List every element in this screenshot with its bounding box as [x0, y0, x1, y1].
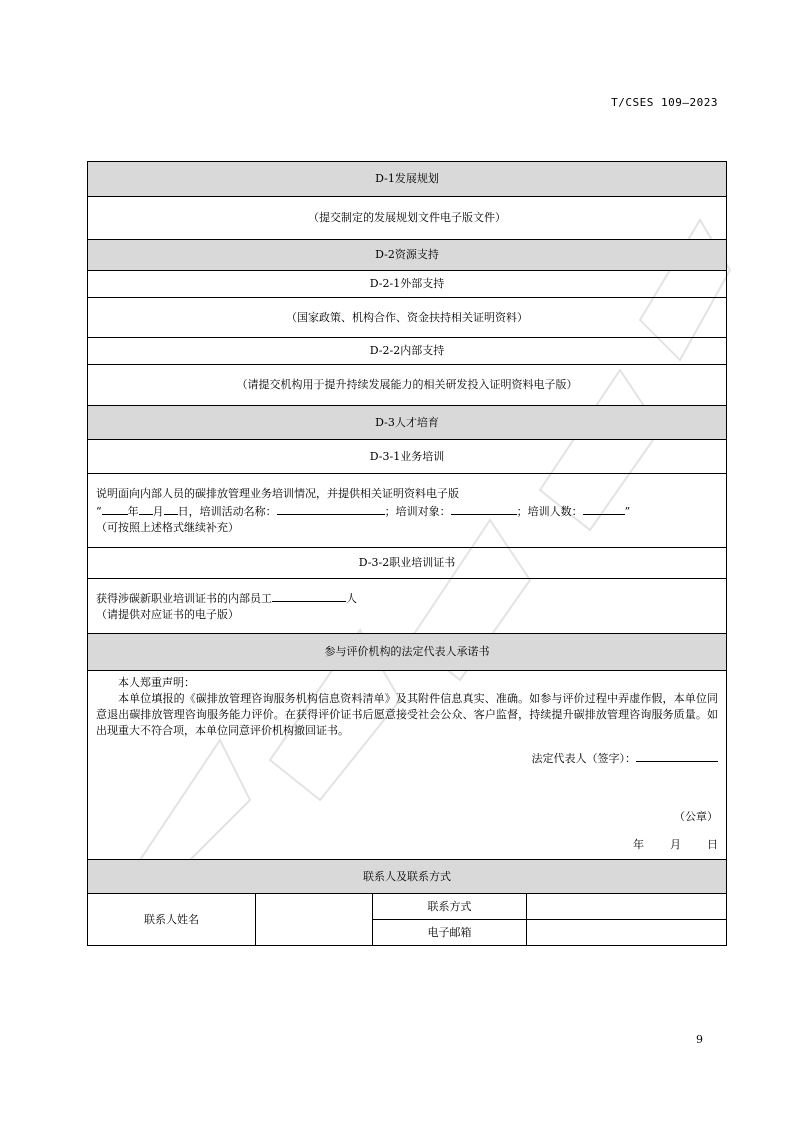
contact-method-label: 联系方式: [373, 894, 527, 920]
subsection-d21-title: D-2-1外部支持: [88, 271, 727, 298]
contact-method-field[interactable]: [527, 894, 727, 920]
section-header-pledge: 参与评价机构的法定代表人承诺书: [88, 634, 727, 671]
page-number: 9: [696, 1033, 703, 1046]
evaluation-form-table: [87, 161, 727, 946]
section-header-contact: 联系人及联系方式: [88, 860, 727, 894]
pledge-date-line: 年 月 日: [633, 838, 718, 851]
pledge-paragraph: 本单位填报的《碳排放管理咨询服务机构信息资料清单》及其附件信息真实、准确。如参与评价过程中弄虚作假，本单位同意退出碳排放管理咨询服务能力评价。在获得评价证书后愿意接受社会公众、客户监督，持续提升碳排放管理咨询服务质量。如出现重大不符合项，本单位同意评价机构撤回证书。: [96, 692, 718, 737]
signature-field[interactable]: [636, 749, 718, 762]
d32-note: （请提供对应证书的电子版）: [96, 608, 239, 621]
d31-format-line: “ 年 月 日，培训活动名称： ；培训对象： ；培训人数： ”: [96, 502, 718, 520]
contact-name-label: 联系人姓名: [88, 894, 256, 946]
d21-note: （国家政策、机构合作、资金扶持相关证明资料）: [88, 298, 727, 338]
document-code: T/CSES 109—2023: [611, 96, 718, 109]
section-header-d3: D-3人才培育: [88, 406, 727, 440]
contact-email-field[interactable]: [527, 920, 727, 946]
d32-count-line: 获得涉碳新职业培训证书的内部员工 人: [96, 589, 718, 607]
training-name-field[interactable]: [277, 502, 385, 515]
subsection-d22-title: D-2-2内部支持: [88, 338, 727, 365]
pledge-declaration: 本人郑重声明：: [118, 676, 195, 689]
d31-continue-note: （可按照上述格式继续补充）: [96, 520, 239, 534]
section-header-d1: D-1发展规划: [88, 162, 727, 197]
d22-note: （请提交机构用于提升持续发展能力的相关研发投入证明资料电子版）: [88, 365, 727, 406]
contact-name-field[interactable]: [256, 894, 373, 946]
signature-line: 法定代表人（签字）：: [96, 749, 718, 767]
training-target-field[interactable]: [451, 502, 517, 515]
training-day-field[interactable]: [164, 502, 178, 515]
contact-email-label: 电子邮箱: [373, 920, 527, 946]
training-year-field[interactable]: [102, 502, 128, 515]
certified-staff-count-field[interactable]: [272, 589, 346, 602]
d1-note: （提交制定的发展规划文件电子版文件）: [88, 197, 727, 240]
subsection-d32-title: D-3-2职业培训证书: [88, 548, 727, 579]
training-count-field[interactable]: [583, 502, 625, 515]
d31-instruction: 说明面向内部人员的碳排放管理业务培训情况，并提供相关证明资料电子版: [96, 486, 459, 500]
d31-training-details: [88, 474, 727, 548]
d32-certificate-details: [88, 579, 727, 634]
section-header-d2: D-2资源支持: [88, 240, 727, 271]
training-month-field[interactable]: [139, 502, 153, 515]
subsection-d31-title: D-3-1业务培训: [88, 440, 727, 474]
pledge-body: [88, 671, 727, 860]
official-seal-label: （公章）: [674, 810, 718, 823]
